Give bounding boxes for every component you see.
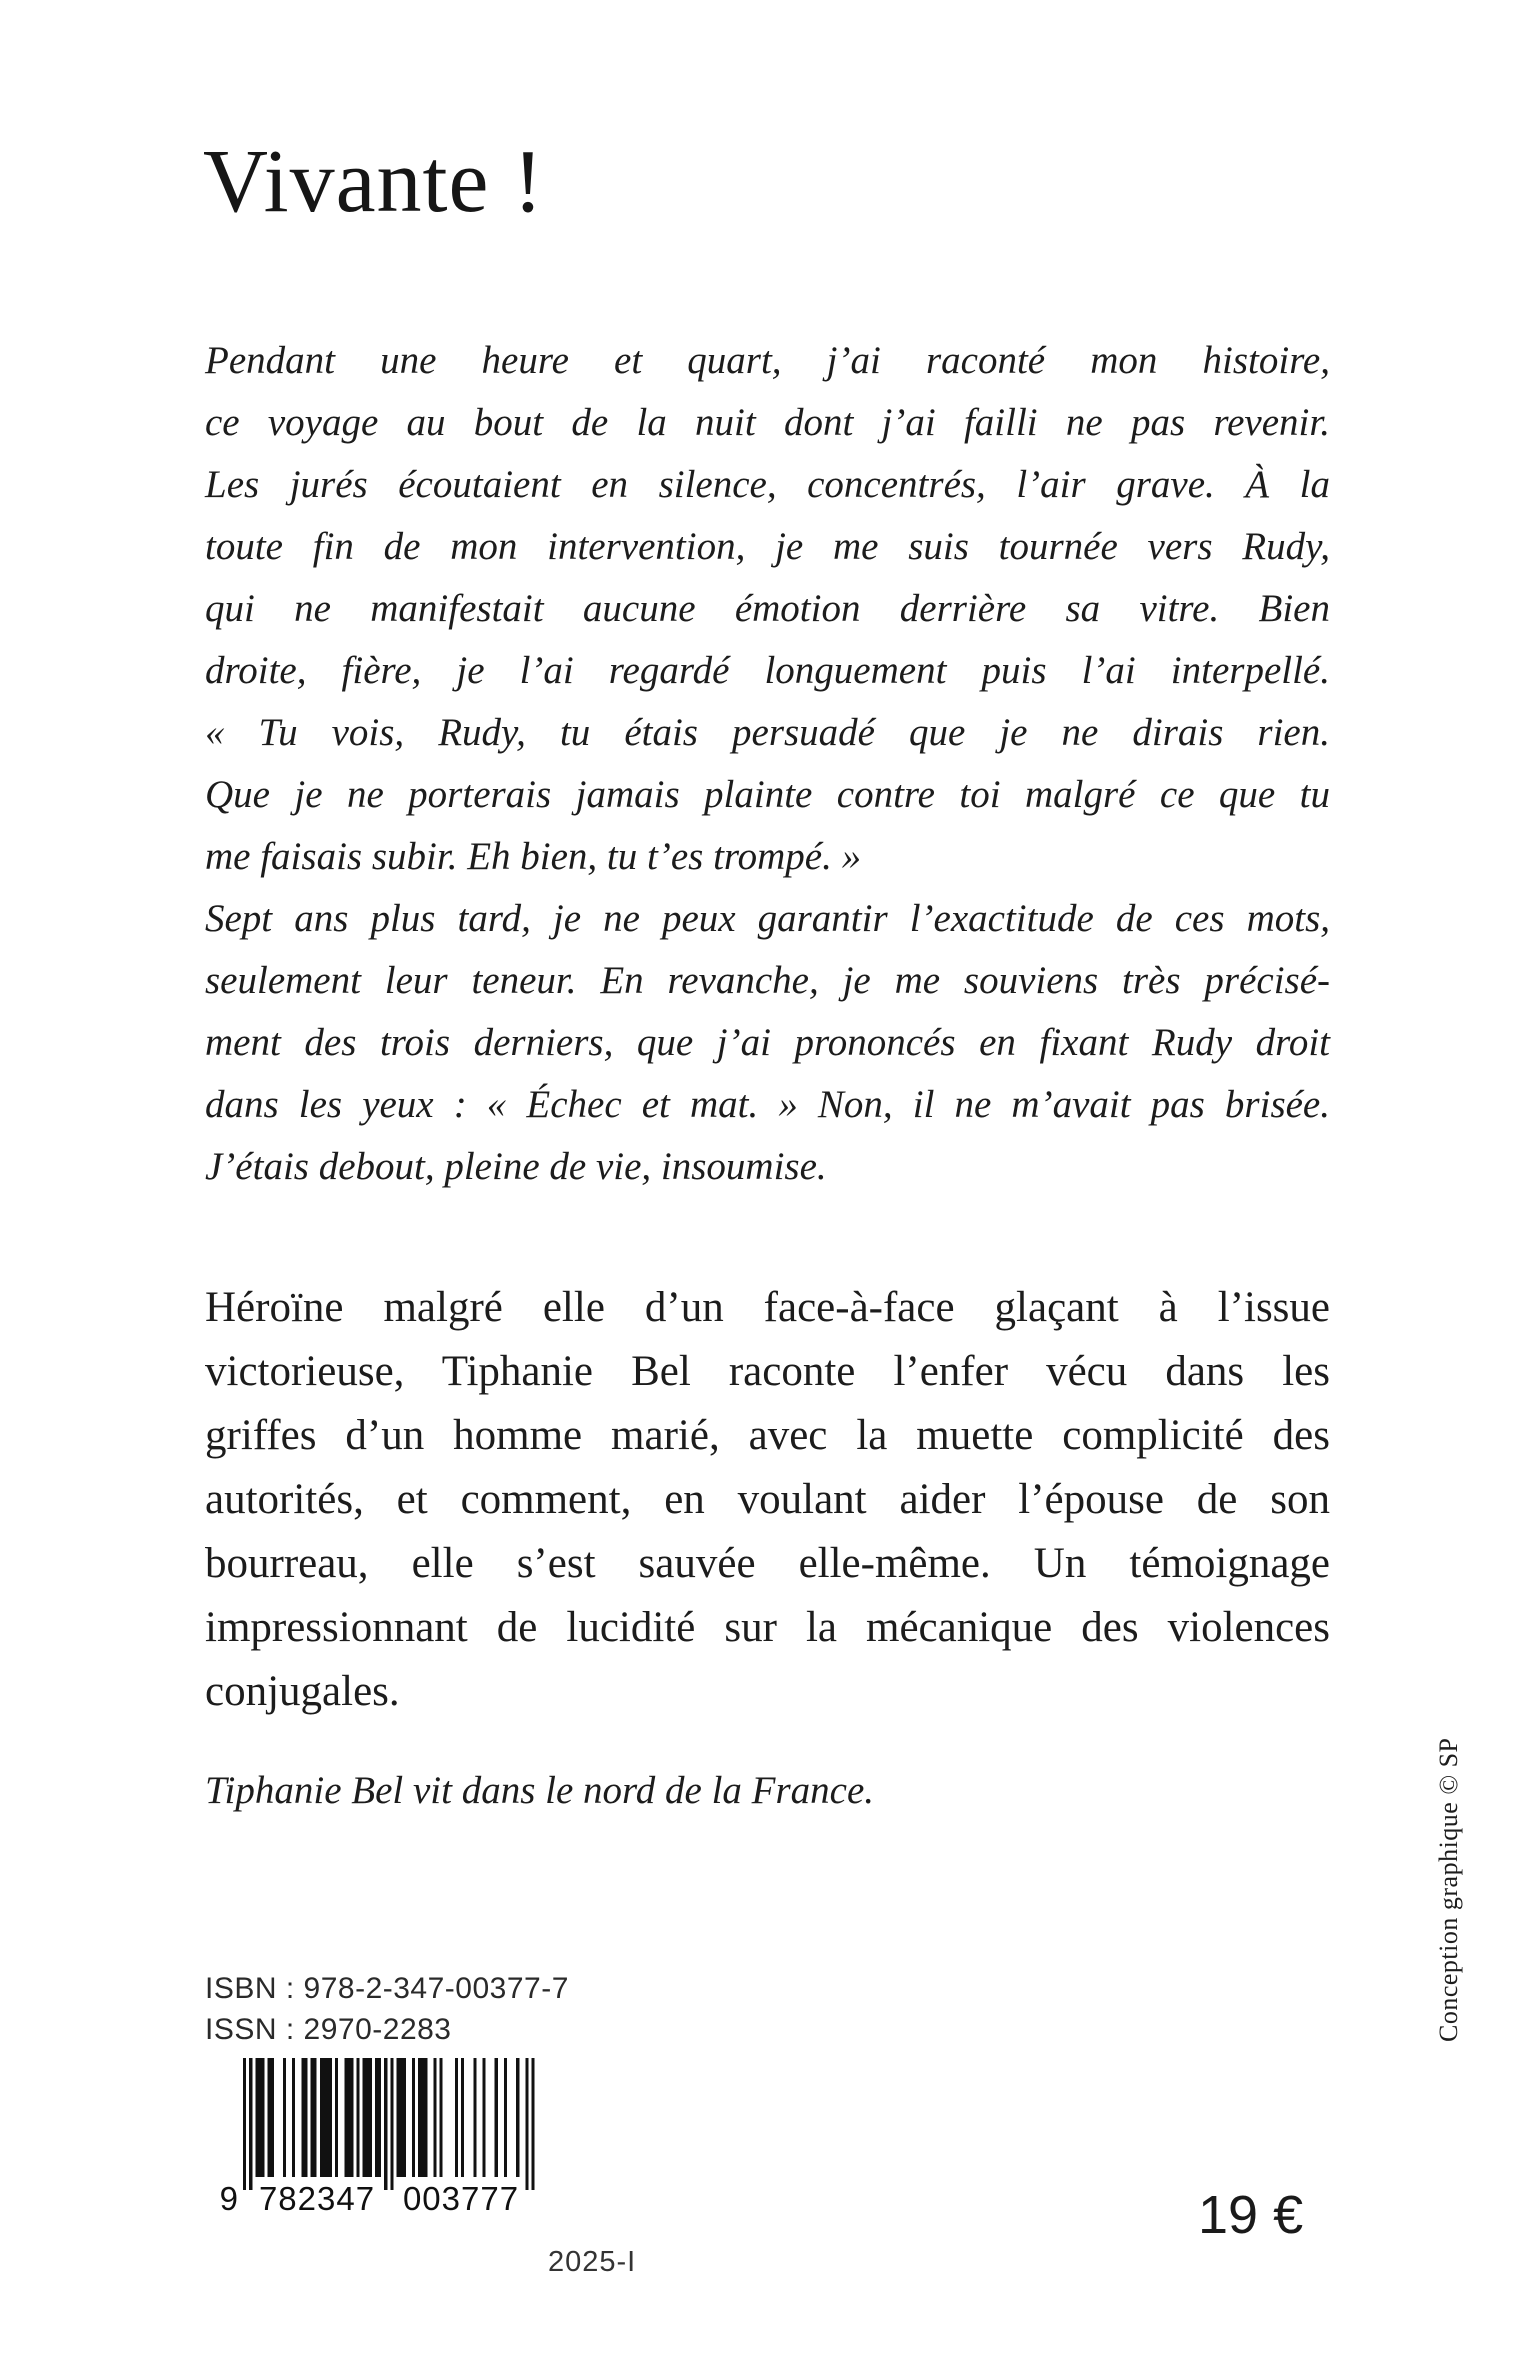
text-line: « Tu vois, Rudy, tu étais persuadé que je ne dirais rien.: [205, 711, 1330, 754]
text-line: Héroïne malgré elle d’un face-à-face glaçant à l’issue: [205, 1284, 1330, 1331]
text-line: ce voyage au bout de la nuit dont j’ai failli ne pas revenir.: [205, 401, 1330, 444]
text-line: autorités, et comment, en voulant aider l’épouse de son: [205, 1476, 1330, 1523]
barcode-bar: [249, 2058, 252, 2190]
text-line: me faisais subir. Eh bien, tu t’es trompé. »: [205, 835, 862, 878]
barcode-bar: [461, 2058, 464, 2177]
excerpt-block: [205, 330, 1330, 1198]
barcode-bar: [433, 2058, 436, 2177]
text-line: impressionnant de lucidité sur la mécanique des violences: [205, 1604, 1330, 1651]
ean13-barcode: [215, 2058, 545, 2216]
barcode-bar: [363, 2058, 372, 2177]
price: 19 €: [1198, 2185, 1304, 2245]
design-credit-vertical: Conception graphique © SP: [1434, 1737, 1463, 2042]
description-paragraph: [205, 1276, 1330, 1724]
text-line: droite, fière, je l’ai regardé longuement puis l’ai interpellé.: [205, 649, 1330, 692]
barcode-bar: [504, 2058, 507, 2177]
barcode-bar: [357, 2058, 360, 2177]
barcode-bar: [412, 2058, 415, 2177]
barcode-bar: [532, 2058, 535, 2190]
text-line: J’étais debout, pleine de vie, insoumise.: [205, 1145, 827, 1188]
barcode-bar: [439, 2058, 442, 2177]
book-title: Vivante !: [203, 132, 544, 231]
text-line: dans les yeux : « Échec et mat. » Non, il ne m’avait pas brisée.: [205, 1083, 1330, 1126]
text-line: toute fin de mon intervention, je me suis tournée vers Rudy,: [205, 525, 1330, 568]
text-line: bourreau, elle s’est sauvée elle-même. Un témoignage: [205, 1540, 1330, 1587]
text-line: conjugales.: [205, 1668, 400, 1715]
text-line: Les jurés écoutaient en silence, concentrés, l’air grave. À la: [205, 463, 1330, 506]
excerpt-paragraph-1: [205, 330, 1330, 888]
barcode-bar: [455, 2058, 458, 2177]
text-line: Pendant une heure et quart, j’ai raconté mon histoire,: [205, 339, 1330, 382]
text-line: Sept ans plus tard, je ne peux garantir l’exactitude de ces mots,: [205, 897, 1330, 940]
excerpt-paragraph-2: [205, 888, 1330, 1198]
barcode-bar: [335, 2058, 338, 2177]
barcode-bar: [283, 2058, 286, 2177]
barcode-bar: [473, 2058, 476, 2177]
barcode-bar: [320, 2058, 332, 2177]
text-line: seulement leur teneur. En revanche, je me souviens très précisé-: [205, 959, 1330, 1002]
text-line: griffes d’un homme marié, avec la muette complicité des: [205, 1412, 1330, 1459]
author-note: Tiphanie Bel vit dans le nord de la France.: [205, 1769, 875, 1812]
text-line: victorieuse, Tiphanie Bel raconte l’enfer vécu dans les: [205, 1348, 1330, 1395]
barcode-bar: [375, 2058, 381, 2177]
barcode-bar: [418, 2058, 427, 2177]
barcode-bar: [397, 2058, 406, 2177]
barcode-bar: [384, 2058, 387, 2190]
barcode-bar: [495, 2058, 498, 2177]
barcode-bar: [292, 2058, 295, 2177]
issn-line: ISSN : 2970-2283: [205, 2013, 452, 2046]
barcode-bar: [525, 2058, 528, 2190]
edition-code: 2025-I: [548, 2246, 637, 2278]
barcode-bar: [390, 2058, 393, 2190]
text-line: Que je ne porterais jamais plainte contre toi malgré ce que tu: [205, 773, 1330, 816]
barcode-bar: [344, 2058, 353, 2177]
text-line: ment des trois derniers, que j’ai prononcés en fixant Rudy droit: [205, 1021, 1330, 1064]
isbn-line: ISBN : 978-2-347-00377-7: [205, 1972, 569, 2005]
barcode-bar: [255, 2058, 264, 2177]
text-line: qui ne manifestait aucune émotion derrière sa vitre. Bien: [205, 587, 1330, 630]
barcode-bar: [482, 2058, 485, 2177]
barcode-digits-left: 782347: [258, 2180, 376, 2216]
barcode-bar: [516, 2058, 519, 2177]
barcode-bar: [268, 2058, 274, 2177]
isbn-block: [205, 1968, 569, 2050]
barcode-bar: [311, 2058, 317, 2177]
barcode-digits-right: 003777: [402, 2180, 520, 2216]
barcode-bar: [243, 2058, 246, 2190]
barcode-bar: [301, 2058, 307, 2177]
barcode-digit-first: 9: [219, 2180, 239, 2216]
barcode-bars: [243, 2058, 535, 2190]
